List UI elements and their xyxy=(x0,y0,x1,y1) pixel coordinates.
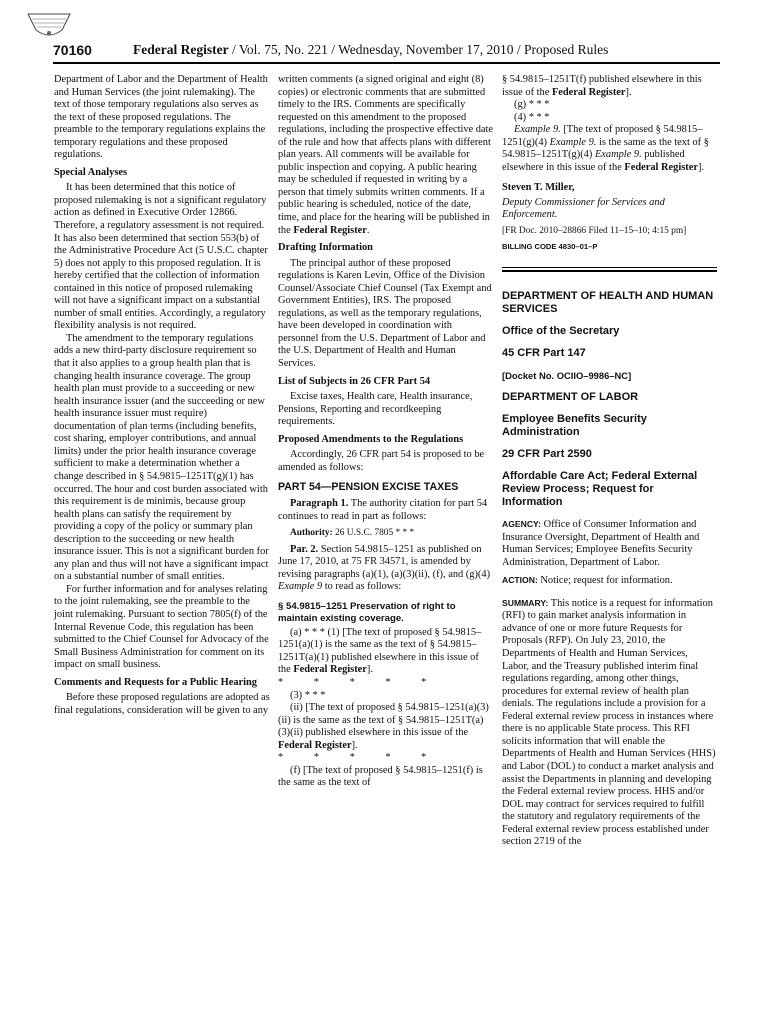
paragraph-g4: (4) * * * xyxy=(514,111,550,123)
paragraph-a: (a) * * * (1) [The text of proposed § 54.9815–1251(a)(1) is the same as the text of § 54.9815–1251T(a)(1) published elsewhere in this issue of the Federal Register]. xyxy=(278,626,482,676)
intro-paragraph: Department of Labor and the Department of Health and Human Services (the joint rulemaking). The text of those temporary regulations also serves as the text of these proposed regulations. The preamble to the temporary regulations explains the temporary regulations and these proposed regulations. xyxy=(54,74,268,161)
authority-text: 26 U.S.C. 7805 * * * xyxy=(332,528,415,539)
example-9-text-c: published elsewhere in this issue of the xyxy=(502,149,685,173)
gpo-authentication-seal xyxy=(26,10,72,42)
paragraph-a-fr: Federal Register xyxy=(293,664,367,676)
example-9-text-b: is the same as the text of § 54.9815–1251T(g)(4) xyxy=(502,136,709,161)
signer-name: Steven T. Miller, xyxy=(502,182,575,194)
paragraph-f-continued: § 54.9815–1251T(f) published elsewhere in this issue of the Federal Register]. xyxy=(502,74,702,98)
paragraph-a3ii-fr: Federal Register xyxy=(278,739,352,751)
section-rule-thin xyxy=(502,267,717,268)
docket-number: [Docket No. OCIIO–9986–NC] xyxy=(502,370,632,382)
proposed-amendments-paragraph: Accordingly, 26 CFR part 54 is proposed to be amended as follows: xyxy=(278,449,485,473)
paragraph-f-fr: Federal Register xyxy=(551,86,626,98)
signer-title xyxy=(502,197,717,222)
section-rule-thick xyxy=(502,270,717,272)
dept-labor-heading: DEPARTMENT OF LABOR xyxy=(502,391,639,404)
paragraph-2-label: Par. 2. xyxy=(290,543,319,555)
paragraph-2-example: Example 9 xyxy=(278,581,323,593)
subjects-heading: List of Subjects in 26 CFR Part 54 xyxy=(278,375,431,387)
cfr-147-heading: 45 CFR Part 147 xyxy=(502,347,586,360)
paragraph-g: (g) * * * xyxy=(514,99,550,111)
authority-label: Authority: xyxy=(290,528,333,539)
signer-title-text: Deputy Commissioner for Services and Enforcement. xyxy=(502,196,665,221)
subjects-paragraph: Excise taxes, Health care, Health insurance, Pensions, Reporting and recordkeeping requirements. xyxy=(278,391,473,428)
drafting-paragraph: The principal author of these proposed regulations is Karen Levin, Office of the Division Counsel/Associate Chief Counsel (Tax Exempt and Government Entities), IRS. The proposed regulations, as well as the temporary regulations, have been developed in coordination with personnel from the U.S. Department of Labor and the U.S. Department of Health and Human Services. xyxy=(278,257,492,370)
column-1 xyxy=(54,74,270,717)
document-title: Affordable Care Act; Federal External Review Process; Request for Information xyxy=(502,470,698,509)
paragraph-a3: (3) * * * xyxy=(290,689,326,701)
ebsa-heading: Employee Benefits Security Administration xyxy=(502,413,647,439)
paragraph-2-text: Section 54.9815–1251 as published on June 17, 2010, at 75 FR 34571, is amended by revising paragraphs (a)(1), (a)(3)(ii), (f), and (g)(4) xyxy=(278,543,491,580)
billing-code: BILLING CODE 4830–01–P xyxy=(502,241,598,251)
paragraph-2 xyxy=(278,544,494,594)
agency-paragraph xyxy=(502,518,717,569)
column-3 xyxy=(502,74,717,849)
example-9: Example 9. [The text of proposed § 54.9815–1251(g)(4) Example 9. is the same as the text of § 54.9815–1251T(g)(4) Example 9. published elsewhere in this issue of the Federal Register]. xyxy=(502,124,709,173)
page-header xyxy=(53,40,723,60)
federal-register-ref: Federal Register xyxy=(293,224,367,236)
paragraph-2-end: to read as follows: xyxy=(322,581,402,593)
action-label: ACTION: xyxy=(502,575,538,586)
special-analyses-paragraph-3: For further information and for analyses relating to the joint rulemaking, see the preamble to the joint rulemaking. Pursuant to section 7805(f) of the Internal Revenue Code, this regulation has been submitted to the Chief Counsel for Advocacy of the Small Business Administration for comment on its impact on small business. xyxy=(54,583,269,671)
comments-continued-text: written comments (a signed original and eight (8) copies) or electronic comments that are submitted timely to the IRS. Comments are specifically requested on this amendment to the proposed regulations, including the prospective effective date of the rule and how that affects plans with different plan years. All comments will be available for public inspection and copying. A public hearing may be scheduled if requested in writing by a person that timely submits written comments. If a public hearing is scheduled, notice of the date, time, and place for the hearing will be published in the xyxy=(278,74,494,236)
drafting-heading: Drafting Information xyxy=(278,242,373,254)
example-9-text-a: [The text of proposed § 54.9815–1251(g)(4) xyxy=(502,124,703,148)
paragraph-1-text: The authority citation for part 54 continues to read in part as follows: xyxy=(278,497,488,522)
example-9-ref-a: Example 9. xyxy=(549,136,597,148)
paragraph-f-continued-text: § 54.9815–1251T(f) published elsewhere in this issue of the xyxy=(502,74,702,98)
section-heading: § 54.9815–1251 Preservation of right to maintain existing coverage. xyxy=(278,600,456,624)
running-header xyxy=(133,40,608,60)
page-number: 70160 xyxy=(53,42,92,58)
paragraph-1 xyxy=(278,498,494,523)
example-9-fr: Federal Register xyxy=(624,161,698,173)
example-9-label: Example 9. xyxy=(514,124,561,136)
office-of-secretary-heading: Office of the Secretary xyxy=(502,325,620,338)
example-9-ref-b: Example 9. xyxy=(594,149,642,161)
fr-doc-line: [FR Doc. 2010–28866 Filed 11–15–10; 4:15 pm] xyxy=(502,226,687,237)
proposed-amendments-heading: Proposed Amendments to the Regulations xyxy=(278,433,464,445)
comments-heading: Comments and Requests for a Public Hearing xyxy=(54,676,258,688)
paragraph-a-text: (a) * * * (1) [The text of proposed § 54.9815–1251(a)(1) is the same as the text of § 54.9815–1251T(a)(1) published elsewhere in this issue of the xyxy=(278,626,482,676)
agency-text: Office of Consumer Information and Insurance Oversight, Department of Health and Human Services; Employee Benefits Security Administration, Department of Labor. xyxy=(502,519,700,568)
special-analyses-paragraph-2: The amendment to the temporary regulations adds a new third-party disclosure requirement so that it also applies to a group health plan that is changing health insurance coverage. The group health plan must provide to a succeeding or new health insurance issuer (and the succeeding or new health insurance issuer must require) documentation of plan terms (including benefits, cost sharing, employer contributions, and annual limits) under the prior health insurance coverage sufficient to make a determination whether a change described in § 54.9815–1251T(g)(1) has occurred. The hour and cost burden associated with this requirement is de minimis, because group health plans can satisfy the requirement by providing a copy of the policy or summary plan description to the succeeding or new health insurance issuer. This is not a significant burden for any plan and thus will not have a significant impact on a substantial number of small entities. xyxy=(54,332,269,583)
comments-paragraph: Before these proposed regulations are adopted as final regulations, consideration will be given to any xyxy=(54,692,270,716)
summary-text: This notice is a request for information (RFI) to gain market analysis information in advance of one or more future Requests for Proposals (RFP). On July 23, 2010, the Departments of Health and Human Services, Labor, and the Treasury published interim final regulations regarding, among other things, procedures for external review of health plan denials. The regulations include a provision for a Federal external review process in instances where there is no applicable State process. This RFI solicits information that will enable the Departments of Health and Human Services (HHS) and Labor (DOL) to conduct a market analysis and assist the Departments in planning and developing the Federal external review process. HHS and/or DOL may contract for services required to fulfill the statutory and regulatory requirements of the Federal external review process established under section 2719 of the xyxy=(502,597,716,848)
dept-hhs-heading: DEPARTMENT OF HEALTH AND HUMAN SERVICES xyxy=(502,290,714,316)
paragraph-a3ii-text: (ii) [The text of proposed § 54.9815–1251(a)(3)(ii) is the same as the text of § 54.9815–1251T(a)(3)(ii) published elsewhere in this issue of the xyxy=(278,702,489,739)
comments-continued: written comments (a signed original and eight (8) copies) or electronic comments that are submitted timely to the IRS. Comments are specifically requested on this amendment to the proposed regulations, including the prospective effective date of the rule and how that affects plans with different plan years. All comments will be available for public inspection and copying. A public hearing may be scheduled if requested in writing by a person that timely submits written comments. If a public hearing is scheduled, notice of the date, time, and place for the hearing will be published in the Federal Register. xyxy=(278,74,494,236)
summary-paragraph xyxy=(502,597,717,849)
paragraph-1-label: Paragraph 1. xyxy=(290,497,349,509)
part-54-heading: PART 54—PENSION EXCISE TAXES xyxy=(278,481,459,494)
column-2 xyxy=(278,74,494,790)
cfr-2590-heading: 29 CFR Part 2590 xyxy=(502,448,592,461)
paragraph-f: (f) [The text of proposed § 54.9815–1251(f) is the same as the text of xyxy=(278,764,483,789)
action-paragraph xyxy=(502,574,717,588)
journal-name: Federal Register xyxy=(133,42,229,57)
paragraph-a3ii: (ii) [The text of proposed § 54.9815–1251(a)(3)(ii) is the same as the text of § 54.9815–1251T(a)(3)(ii) published elsewhere in this issue of the Federal Register]. xyxy=(278,702,489,751)
omission-stars-2: * * * * * xyxy=(278,752,441,764)
header-rule xyxy=(53,62,720,64)
issue-line: / Vol. 75, No. 221 / Wednesday, November 17, 2010 / Proposed Rules xyxy=(228,42,609,57)
summary-label: SUMMARY: xyxy=(502,597,549,608)
agency-label: AGENCY: xyxy=(502,519,541,530)
omission-stars-1: * * * * * xyxy=(278,676,441,688)
special-analyses-paragraph-1: It has been determined that this notice of proposed rulemaking is not a significant regulatory action as defined in Executive Order 12866. Therefore, a regulatory assessment is not required. It has also been determined that section 553(b) of the Administrative Procedure Act (5 U.S.C. chapter 5) does not apply to this proposed regulation. It is hereby certified that the collection of information contained in this notice of proposed rulemaking will not have a significant impact on a substantial number of small entities. Accordingly, a regulatory flexibility analysis is not required. xyxy=(54,182,268,332)
special-analyses-heading: Special Analyses xyxy=(54,166,128,178)
authority-citation xyxy=(278,527,494,540)
action-text: Notice; request for information. xyxy=(537,575,673,587)
